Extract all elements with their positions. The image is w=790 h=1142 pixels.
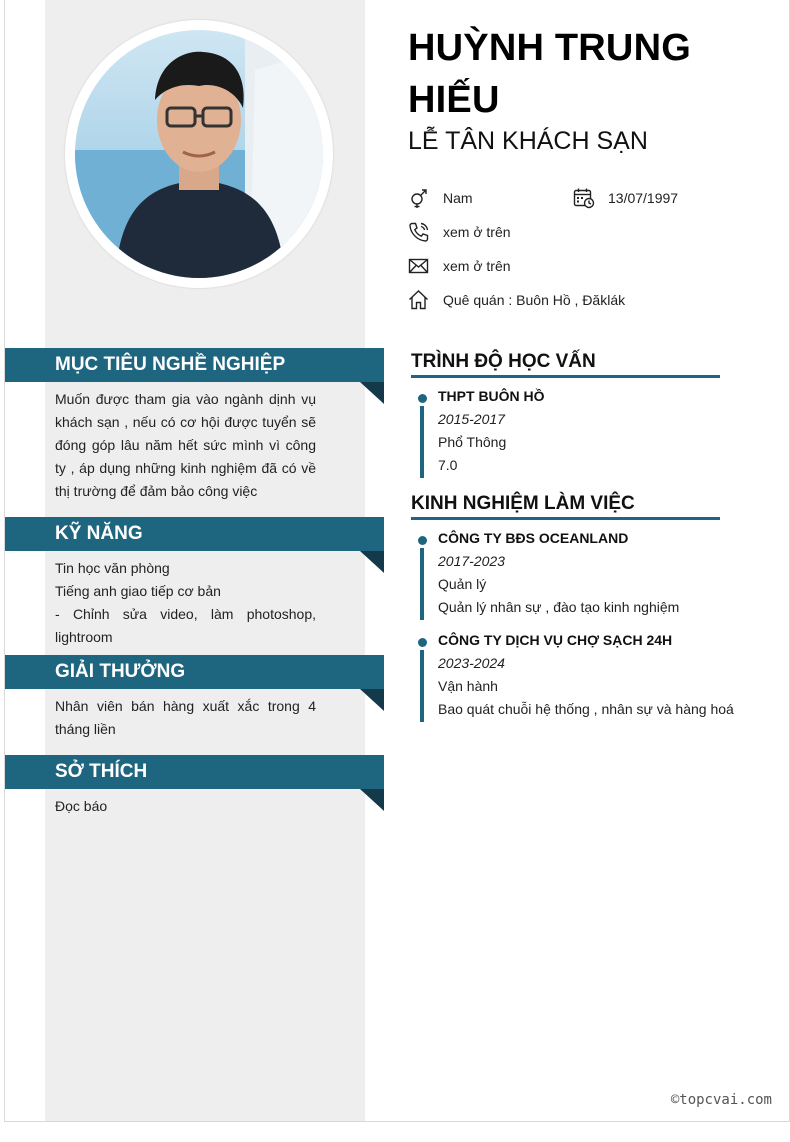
birthday-value: 13/07/1997 <box>608 190 679 206</box>
timeline-line <box>420 650 424 722</box>
objective-title: MỤC TIÊU NGHỀ NGHIỆP <box>55 354 286 375</box>
phone-value: xem ở trên <box>443 224 511 240</box>
education-entry <box>418 388 758 480</box>
education-major: Phổ Thông <box>438 434 507 450</box>
avatar <box>75 30 323 278</box>
calendar-icon <box>573 187 595 209</box>
awards-text: Nhân viên bán hàng xuất xắc trong 4 tháng liền <box>55 698 316 737</box>
avatar-photo <box>75 30 323 278</box>
experience-entry <box>418 632 758 724</box>
section-header-hobbies <box>5 755 384 789</box>
hobbies-title: SỞ THÍCH <box>55 761 148 782</box>
home-icon <box>408 289 430 311</box>
header-fold <box>360 382 384 404</box>
email-value: xem ở trên <box>443 258 511 274</box>
experience-period: 2023-2024 <box>438 655 505 671</box>
experience-description: Bao quát chuỗi hệ thống , nhân sự và hàng hoá <box>438 701 734 717</box>
gender-icon <box>408 187 430 209</box>
hometown-value: Quê quán : Buôn Hồ , Đăklák <box>443 292 626 308</box>
objective-text: Muốn được tham gia vào ngành dịnh vụ khách sạn , nếu có cơ hội được tuyển sẽ đóng góp lâu năm hết sức mình vì công ty , áp dụng những kinh nghiệm đã có về thị trường để đảm bảo công việc <box>55 391 316 499</box>
skills-list <box>55 557 316 649</box>
experience-role: Quản lý <box>438 576 487 592</box>
section-header-objective <box>5 348 384 382</box>
header-fold <box>360 551 384 573</box>
mail-icon <box>408 255 430 277</box>
section-header-skills <box>5 517 384 551</box>
timeline-line <box>420 548 424 620</box>
experience-company: CÔNG TY BĐS OCEANLAND <box>438 530 629 546</box>
education-title: TRÌNH ĐỘ HỌC VẤN <box>411 351 720 378</box>
experience-role: Vận hành <box>438 678 498 694</box>
section-header-awards <box>5 655 384 689</box>
info-hometown <box>408 288 625 312</box>
skill-item: Tiếng anh giao tiếp cơ bản <box>55 583 221 599</box>
timeline-dot <box>418 638 427 647</box>
experience-company: CÔNG TY DỊCH VỤ CHỢ SẠCH 24H <box>438 632 673 648</box>
phone-icon <box>408 221 430 243</box>
info-email <box>408 254 511 278</box>
experience-description: Quản lý nhân sự , đào tạo kinh nghiệm <box>438 599 680 615</box>
hobbies-text: Đọc báo <box>55 798 108 814</box>
job-title: LỄ TÂN KHÁCH SẠN <box>408 127 648 155</box>
timeline-line <box>420 406 424 478</box>
gender-value: Nam <box>443 190 473 206</box>
header-fold <box>360 689 384 711</box>
info-phone <box>408 220 511 244</box>
education-period: 2015-2017 <box>438 411 505 427</box>
awards-title: GIẢI THƯỞNG <box>55 661 186 682</box>
experience-entry <box>418 530 758 622</box>
info-birthday <box>573 186 678 210</box>
skill-item: Tin học văn phòng <box>55 560 170 576</box>
timeline-dot <box>418 394 427 403</box>
watermark: ©topcvai.com <box>670 1092 772 1108</box>
header-fold <box>360 789 384 811</box>
experience-period: 2017-2023 <box>438 553 505 569</box>
skill-item: - Chỉnh sửa video, làm photoshop, lightroom <box>55 606 316 645</box>
candidate-name: HUỲNH TRUNG HIẾU <box>408 27 691 121</box>
experience-title: KINH NGHIỆM LÀM VIỆC <box>411 493 720 520</box>
avatar-frame <box>65 20 333 288</box>
info-gender <box>408 186 473 210</box>
education-school: THPT BUÔN HỒ <box>438 388 545 404</box>
skills-title: KỸ NĂNG <box>55 523 143 544</box>
timeline-dot <box>418 536 427 545</box>
education-score: 7.0 <box>438 457 458 473</box>
